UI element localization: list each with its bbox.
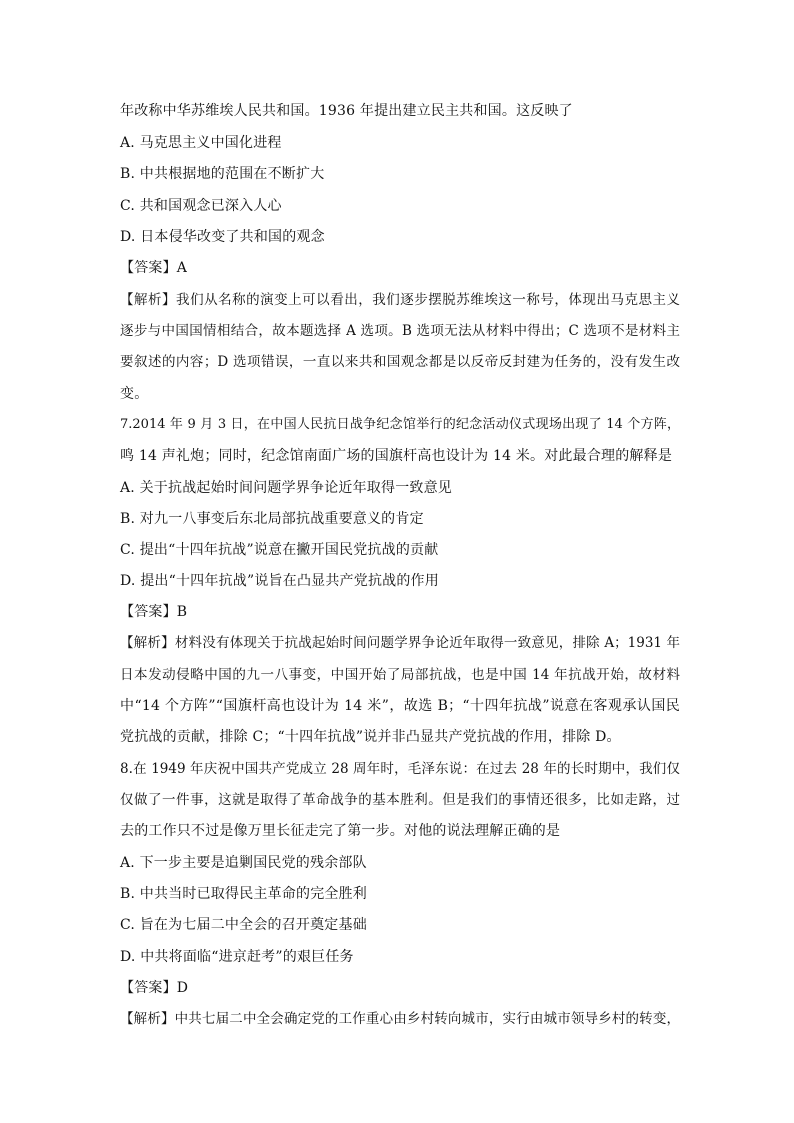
option-d: D. 日本侵华改变了共和国的观念 [120, 229, 325, 245]
question-7-line: 7.2014 年 9 月 3 日，在中国人民抗日战争纪念馆举行的纪念活动仪式现场出现了 14 个方阵， [120, 417, 680, 432]
question-7-line: 鸣 14 声礼炮；同时，纪念馆南面广场的国旗杆高也设计为 14 米。对此最合理的解释是 [120, 448, 673, 464]
analysis-line: 【解析】中共七届二中全会确定党的工作重心由乡村转向城市，实行由城市领导乡村的转变， [120, 1011, 680, 1027]
analysis-line: 变。 [120, 386, 149, 402]
option-d: D. 提出“十四年抗战”说旨在凸显共产党抗战的作用 [120, 573, 439, 589]
answer-line: 【答案】D [120, 980, 189, 996]
analysis-line: 中“14 个方阵”“国旗杆高也设计为 14 米”，故选 B；“十四年抗战”说意在客观承认国民 [120, 698, 680, 714]
analysis-line: 日本发动侵略中国的九一八事变，中国开始了局部抗战，也是中国 14 年抗战开始，故材料 [120, 667, 680, 683]
option-b: B. 对九一八事变后东北局部抗战重要意义的肯定 [120, 511, 424, 527]
analysis-line: 要叙述的内容；D 选项错误，一直以来共和国观念都是以反帝反封建为任务的，没有发生改 [120, 354, 680, 370]
option-d: D. 中共将面临“进京赶考”的艰巨任务 [120, 949, 354, 965]
option-b: B. 中共根据地的范围在不断扩大 [120, 166, 325, 182]
analysis-line: 【解析】我们从名称的演变上可以看出，我们逐步摆脱苏维埃这一称号，体现出马克思主义 [120, 292, 680, 308]
analysis-line: 【解析】材料没有体现关于抗战起始时间问题学界争论近年取得一致意见，排除 A；1931 年 [120, 635, 680, 651]
option-a: A. 马克思主义中国化进程 [120, 135, 282, 151]
option-b: B. 中共当时已取得民主革命的完全胜利 [120, 886, 367, 902]
question-8-line: 8.在 1949 年庆祝中国共产党成立 28 周年时，毛泽东说：在过去 28 年的长时期中，我们仅 [120, 761, 680, 777]
option-a: A. 下一步主要是追剿国民党的残余部队 [120, 855, 367, 871]
answer-line: 【答案】B [120, 604, 188, 620]
option-a: A. 关于抗战起始时间问题学界争论近年取得一致意见 [120, 480, 453, 496]
option-c: C. 共和国观念已深入人心 [120, 198, 282, 214]
option-c: C. 提出“十四年抗战”说意在撇开国民党抗战的贡献 [120, 542, 439, 558]
analysis-line: 逐步与中国国情相结合，故本题选择 A 选项。B 选项无法从材料中得出；C 选项不是材料主 [120, 323, 680, 339]
text-line: 年改称中华苏维埃人民共和国。1936 年提出建立民主共和国。这反映了 [120, 103, 573, 119]
option-c: C. 旨在为七届二中全会的召开奠定基础 [120, 917, 367, 933]
question-8-line: 仅做了一件事，这就是取得了革命战争的基本胜利。但是我们的事情还很多，比如走路，过 [120, 792, 680, 808]
answer-line: 【答案】A [120, 260, 188, 276]
question-8-line: 去的工作只不过是像万里长征走完了第一步。对他的说法理解正确的是 [120, 823, 561, 839]
analysis-line: 党抗战的贡献，排除 C；“十四年抗战”说并非凸显共产党抗战的作用，排除 D。 [120, 729, 621, 745]
